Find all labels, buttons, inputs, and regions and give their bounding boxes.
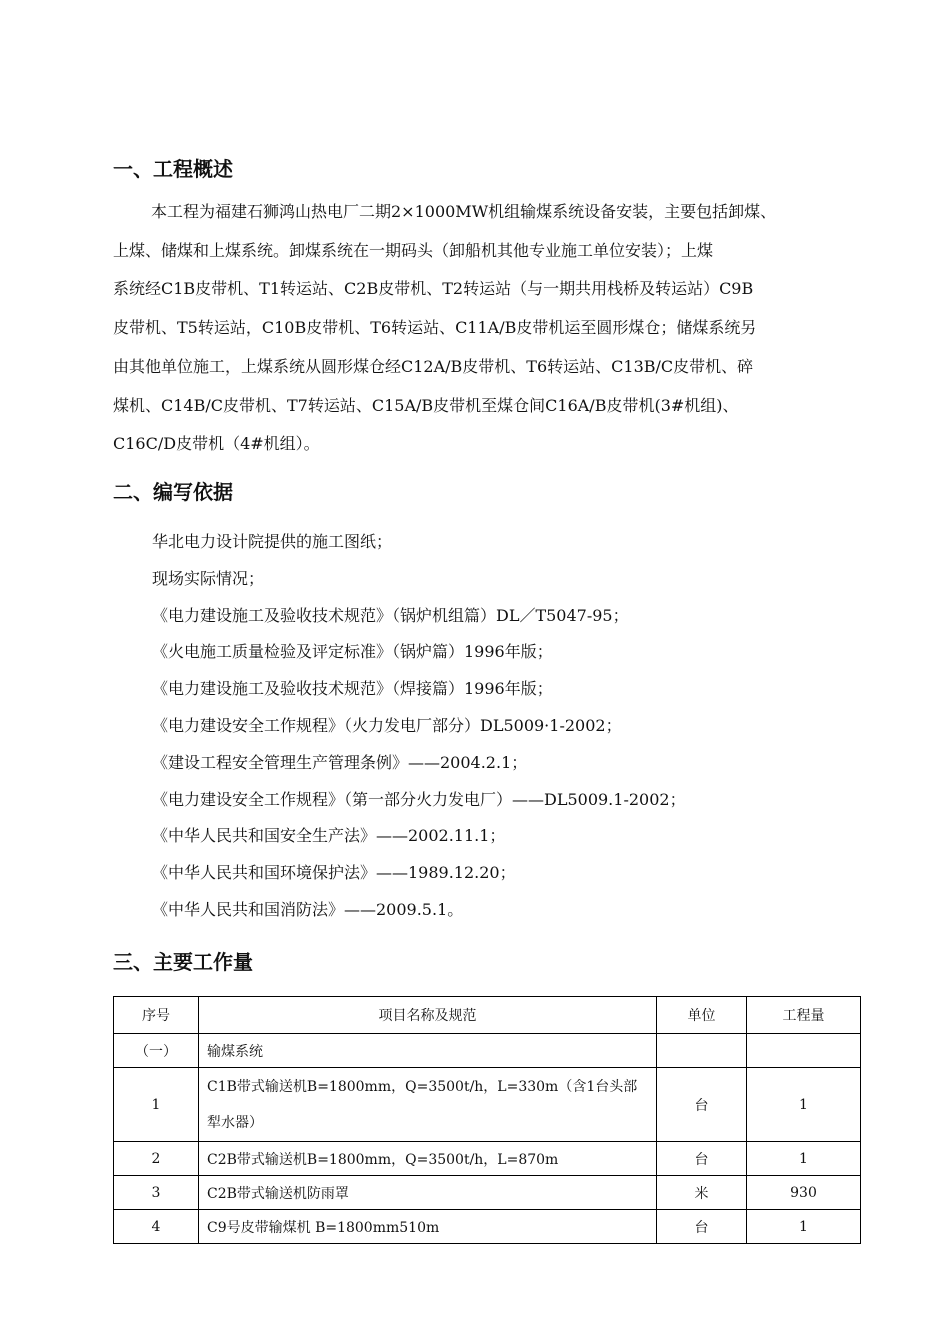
cell-qty: 930: [747, 1176, 861, 1210]
overview-line: 由其他单位施工，上煤系统从圆形煤仓经C12A/B皮带机、T6转运站、C13B/C皮带机、碎: [113, 356, 754, 376]
cell-unit: [657, 1034, 747, 1068]
header-name: 项目名称及规范: [199, 997, 657, 1034]
cell-qty: 1: [747, 1068, 861, 1142]
cell-qty: 1: [747, 1210, 861, 1244]
basis-item: 《电力建设施工及验收技术规范》（锅炉机组篇）DL／T5047-95；: [152, 605, 629, 625]
table-row: [114, 1210, 861, 1244]
cell-name: C1B带式输送机B=1800mm，Q=3500t/h，L=330m（含1台头部犁水器）: [199, 1068, 657, 1142]
basis-item: 华北电力设计院提供的施工图纸；: [152, 532, 393, 551]
cell-qty: [747, 1034, 861, 1068]
section-heading-basis: 二、编写依据: [113, 480, 233, 504]
table-row: [114, 1068, 861, 1142]
table-row: [114, 1176, 861, 1210]
overview-line: 上煤、储煤和上煤系统。卸煤系统在一期码头（卸船机其他专业施工单位安装）；上煤: [113, 240, 714, 260]
cell-unit: 米: [657, 1176, 747, 1210]
table-row: [114, 1034, 861, 1068]
basis-item: 《电力建设安全工作规程》（第一部分火力发电厂）——DL5009.1-2002；: [152, 789, 686, 809]
cell-name: C2B带式输送机B=1800mm，Q=3500t/h，L=870m: [199, 1142, 657, 1176]
basis-item: 《中华人民共和国环境保护法》——1989.12.20；: [152, 863, 516, 883]
basis-list: [152, 524, 686, 929]
basis-item: 《电力建设施工及验收技术规范》（焊接篇）1996年版；: [152, 679, 553, 699]
overview-line: 系统经C1B皮带机、T1转运站、C2B皮带机、T2转运站（与一期共用栈桥及转运站）C9B: [113, 279, 754, 299]
header-qty: 工程量: [747, 997, 861, 1034]
cell-name: 输煤系统: [199, 1034, 657, 1068]
cell-name: C2B带式输送机防雨罩: [199, 1176, 657, 1210]
cell-no: 3: [114, 1176, 199, 1210]
overview-paragraph: [113, 193, 873, 464]
workload-table: [113, 996, 861, 1244]
header-no: 序号: [114, 997, 199, 1034]
basis-item: 《电力建设安全工作规程》（火力发电厂部分）DL5009·1-2002；: [152, 715, 622, 735]
basis-item: 现场实际情况；: [152, 568, 265, 588]
cell-no: （一）: [114, 1034, 199, 1068]
overview-line: 本工程为福建石狮鸿山热电厂二期2×1000MW机组输煤系统设备安装，主要包括卸煤、: [151, 202, 777, 221]
cell-unit: 台: [657, 1210, 747, 1244]
cell-no: 4: [114, 1210, 199, 1244]
table-row: [114, 1142, 861, 1176]
section-heading-overview: 一、工程概述: [113, 157, 233, 181]
cell-qty: 1: [747, 1142, 861, 1176]
overview-line: C16C/D皮带机（4#机组）。: [113, 434, 320, 454]
cell-unit: 台: [657, 1068, 747, 1142]
basis-item: 《火电施工质量检验及评定标准》（锅炉篇）1996年版；: [152, 642, 553, 662]
cell-name: C9号皮带输煤机 B=1800mm510m: [199, 1210, 657, 1244]
basis-item: 《中华人民共和国消防法》——2009.5.1。: [152, 899, 464, 919]
cell-no: 2: [114, 1142, 199, 1176]
basis-item: 《中华人民共和国安全生产法》——2002.11.1；: [152, 826, 506, 846]
basis-item: 《建设工程安全管理生产管理条例》——2004.2.1；: [152, 752, 528, 772]
cell-unit: 台: [657, 1142, 747, 1176]
cell-no: 1: [114, 1068, 199, 1142]
header-unit: 单位: [657, 997, 747, 1034]
table-header-row: [114, 997, 861, 1034]
section-heading-workload: 三、主要工作量: [113, 950, 253, 974]
overview-line: 皮带机、T5转运站，C10B皮带机、T6转运站、C11A/B皮带机运至圆形煤仓；储煤系统另: [113, 318, 757, 338]
overview-line: 煤机、C14B/C皮带机、T7转运站、C15A/B皮带机至煤仓间C16A/B皮带机(3#机组)、: [113, 395, 739, 415]
